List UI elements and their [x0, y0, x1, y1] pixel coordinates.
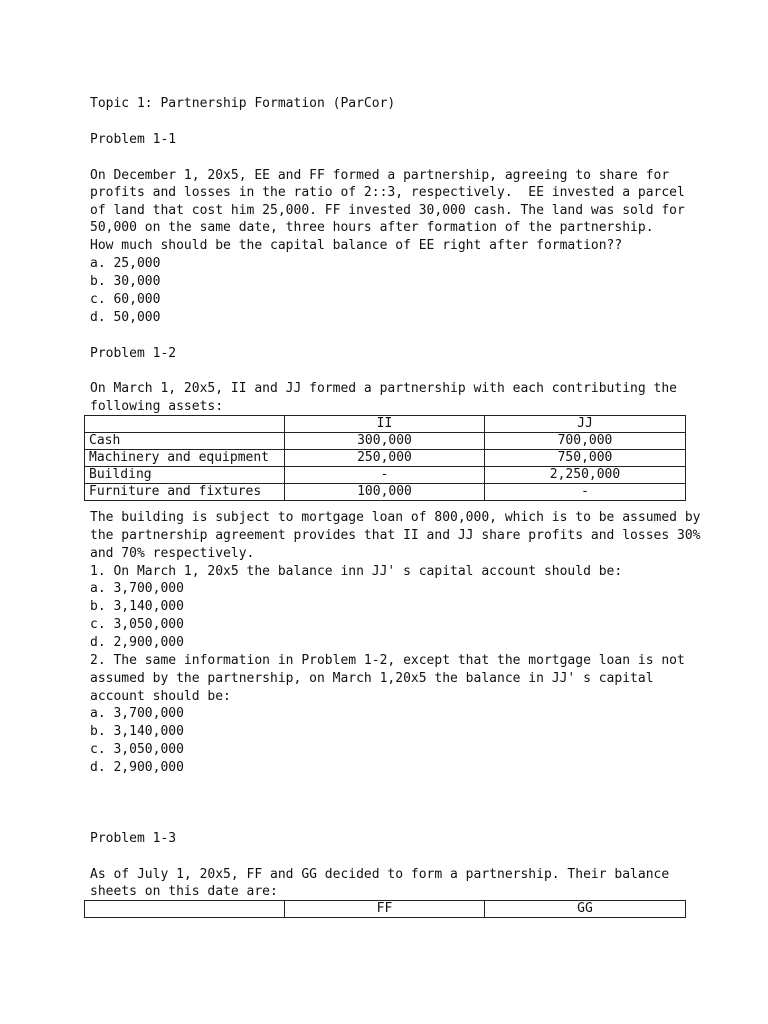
choice-a: a. 3,700,000 — [90, 706, 184, 721]
problem-1-1-text: profits and losses in the ratio of 2::3, respectively. EE invested a parcel — [90, 185, 685, 200]
table-row — [85, 467, 686, 484]
problem-1-3-intro: sheets on this date are: — [90, 884, 278, 899]
topic-title: Topic 1: Partnership Formation (ParCor) — [90, 96, 396, 111]
question-2: assumed by the partnership, on March 1,20x5 the balance in JJ' s capital — [90, 671, 654, 686]
choice-d: d. 2,900,000 — [90, 635, 184, 650]
table-cell: - — [285, 467, 485, 484]
assets-table — [84, 415, 686, 501]
table-row — [85, 433, 686, 450]
table-header-cell: FF — [285, 901, 485, 918]
table-cell: Building — [85, 467, 285, 484]
table-header-cell — [85, 416, 285, 433]
table-cell: 100,000 — [285, 484, 485, 501]
table-cell: Cash — [85, 433, 285, 450]
table-header-cell: II — [285, 416, 485, 433]
problem-1-1-text: 50,000 on the same date, three hours after formation of the partnership. — [90, 220, 654, 235]
table-cell: Furniture and fixtures — [85, 484, 285, 501]
problem-1-2-text: the partnership agreement provides that II and JJ share profits and losses 30% — [90, 528, 701, 543]
table-header-row — [85, 416, 686, 433]
table-header-cell: JJ — [485, 416, 686, 433]
table-cell: 750,000 — [485, 450, 686, 467]
table-header-cell: GG — [485, 901, 686, 918]
table-cell: 700,000 — [485, 433, 686, 450]
table-row — [85, 450, 686, 467]
choice-b: b. 3,140,000 — [90, 724, 184, 739]
table-cell: 250,000 — [285, 450, 485, 467]
problem-1-1-text: of land that cost him 25,000. FF invested 30,000 cash. The land was sold for — [90, 203, 685, 218]
question-2: account should be: — [90, 689, 231, 704]
table-cell: 2,250,000 — [485, 467, 686, 484]
problem-1-2-intro: following assets: — [90, 399, 224, 414]
table-cell: 300,000 — [285, 433, 485, 450]
choice-a: a. 3,700,000 — [90, 581, 184, 596]
choice-c: c. 3,050,000 — [90, 742, 184, 757]
table-cell: Machinery and equipment — [85, 450, 285, 467]
choice-b: b. 3,140,000 — [90, 599, 184, 614]
question-2: 2. The same information in Problem 1-2, except that the mortgage loan is not — [90, 653, 685, 668]
problem-1-3-heading: Problem 1-3 — [90, 831, 177, 846]
choice-d: d. 50,000 — [90, 310, 161, 325]
choice-d: d. 2,900,000 — [90, 760, 184, 775]
choice-c: c. 60,000 — [90, 292, 161, 307]
problem-1-2-heading: Problem 1-2 — [90, 346, 177, 361]
question-1: 1. On March 1, 20x5 the balance inn JJ' s capital account should be: — [90, 564, 623, 579]
problem-1-2-text: and 70% respectively. — [90, 546, 255, 561]
table-cell: - — [485, 484, 686, 501]
choice-a: a. 25,000 — [90, 256, 161, 271]
problem-1-2-intro: On March 1, 20x5, II and JJ formed a partnership with each contributing the — [90, 381, 677, 396]
problem-1-3-intro: As of July 1, 20x5, FF and GG decided to form a partnership. Their balance — [90, 867, 670, 882]
problem-1-1-heading: Problem 1-1 — [90, 132, 177, 147]
choice-c: c. 3,050,000 — [90, 617, 184, 632]
table-row — [85, 484, 686, 501]
table-header-row — [85, 901, 686, 918]
table-header-cell — [85, 901, 285, 918]
choice-b: b. 30,000 — [90, 274, 161, 289]
problem-1-2-text: The building is subject to mortgage loan of 800,000, which is to be assumed by — [90, 510, 701, 525]
problem-1-1-text: On December 1, 20x5, EE and FF formed a partnership, agreeing to share for — [90, 168, 670, 183]
problem-1-1-question: How much should be the capital balance of EE right after formation?? — [90, 238, 623, 253]
balance-sheet-table — [84, 900, 686, 918]
